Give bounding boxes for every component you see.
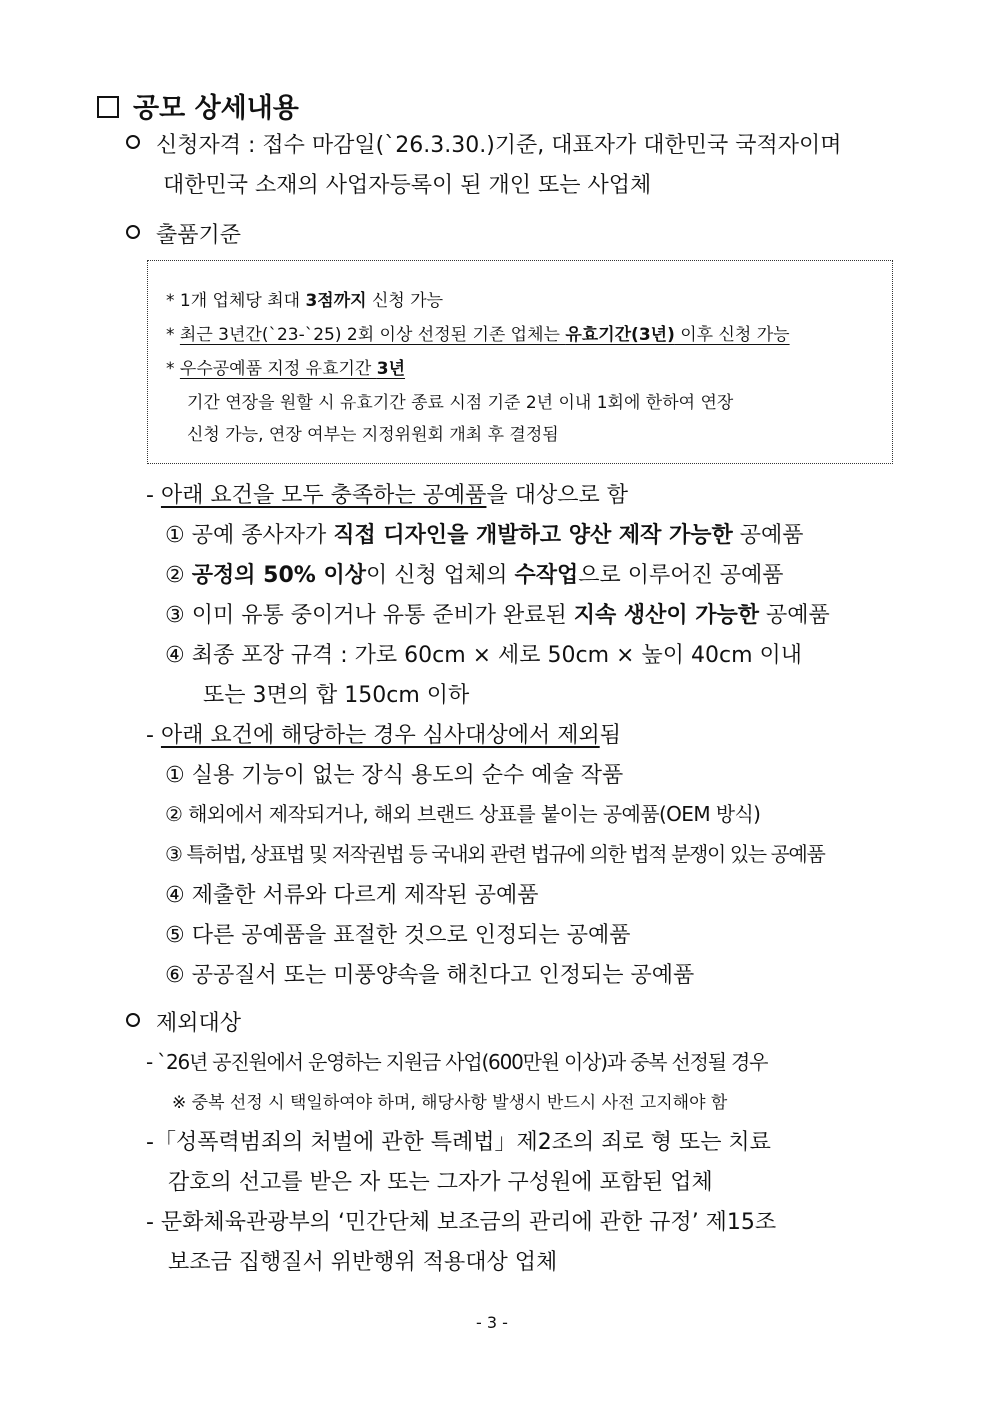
checkbox-square-icon (97, 96, 119, 118)
exclusion-item-2: -「성폭력범죄의 처벌에 관한 특례법」제2조의 죄로 형 또는 치료 (146, 1130, 771, 1155)
requirement-4-cont: 또는 3면의 합 150cm 이하 (203, 683, 470, 708)
eligibility-line: 신청자격 : 접수 마감일(`26.3.30.)기준, 대표자가 대한민국 국적자이며 (126, 128, 842, 159)
page-number: - 3 - (476, 1313, 508, 1332)
note-2: * 최근 3년간(`23-`25) 2회 이상 선정된 기존 업체는 유효기간(3년) 이후 신청 가능 (166, 325, 790, 345)
exclusion-criteria-heading: - 아래 요건에 해당하는 경우 심사대상에서 제외됨 (146, 723, 621, 748)
note-1: * 1개 업체당 최대 3점까지 신청 가능 (166, 291, 444, 311)
requirement-2: ② 공정의 50% 이상이 신청 업체의 수작업으로 이루어진 공예품 (165, 563, 784, 588)
requirement-3: ③ 이미 유통 중이거나 유통 준비가 완료된 지속 생산이 가능한 공예품 (165, 603, 830, 628)
exclusion-item-2-cont: 감호의 선고를 받은 자 또는 그자가 구성원에 포함된 업체 (168, 1170, 713, 1195)
note-3: * 우수공예품 지정 유효기간 3년 (166, 359, 406, 379)
requirement-4: ④ 최종 포장 규격 : 가로 60cm × 세로 50cm × 높이 40cm 이내 (165, 643, 803, 668)
exclusion-criterion-4: ④ 제출한 서류와 다르게 제작된 공예품 (165, 883, 539, 908)
exclusion-item-3: - 문화체육관광부의 ‘민간단체 보조금의 관리에 관한 규정’ 제15조 (146, 1210, 777, 1235)
note-5: 신청 가능, 연장 여부는 지정위원회 개최 후 결정됨 (187, 425, 559, 445)
circle-bullet-icon (126, 225, 140, 239)
circle-bullet-icon (126, 1013, 140, 1027)
exclusion-item-1-note: ※ 중복 선정 시 택일하여야 하며, 해당사항 발생시 반드시 사전 고지해야 함 (172, 1093, 728, 1113)
requirements-heading: - 아래 요건을 모두 충족하는 공예품을 대상으로 함 (146, 483, 628, 508)
exclusion-item-3-cont: 보조금 집행질서 위반행위 적용대상 업체 (168, 1250, 558, 1275)
exclusion-criterion-2: ② 해외에서 제작되거나, 해외 브랜드 상표를 붙이는 공예품(OEM 방식) (165, 802, 761, 826)
criteria-heading: 출품기준 (126, 218, 241, 249)
requirement-1: ① 공예 종사자가 직접 디자인을 개발하고 양산 제작 가능한 공예품 (165, 523, 804, 548)
exclusion-heading: 제외대상 (126, 1006, 241, 1037)
circle-bullet-icon (126, 135, 140, 149)
exclusion-criterion-5: ⑤ 다른 공예품을 표절한 것으로 인정되는 공예품 (165, 923, 631, 948)
note-4: 기간 연장을 원할 시 유효기간 종료 시점 기준 2년 이내 1회에 한하여 연장 (187, 393, 734, 413)
exclusion-criterion-3: ③ 특허법, 상표법 및 저작권법 등 국내외 관련 법규에 의한 법적 분쟁이 있는 공예품 (165, 842, 825, 866)
exclusion-criterion-1: ① 실용 기능이 없는 장식 용도의 순수 예술 작품 (165, 763, 624, 788)
exclusion-criterion-6: ⑥ 공공질서 또는 미풍양속을 해친다고 인정되는 공예품 (165, 963, 695, 988)
exclusion-item-1: - `26년 공진원에서 운영하는 지원금 사업(600만원 이상)과 중복 선정될 경우 (146, 1050, 768, 1074)
section-title: 공모 상세내용 (97, 86, 299, 125)
eligibility-line-2: 대한민국 소재의 사업자등록이 된 개인 또는 사업체 (163, 173, 652, 198)
